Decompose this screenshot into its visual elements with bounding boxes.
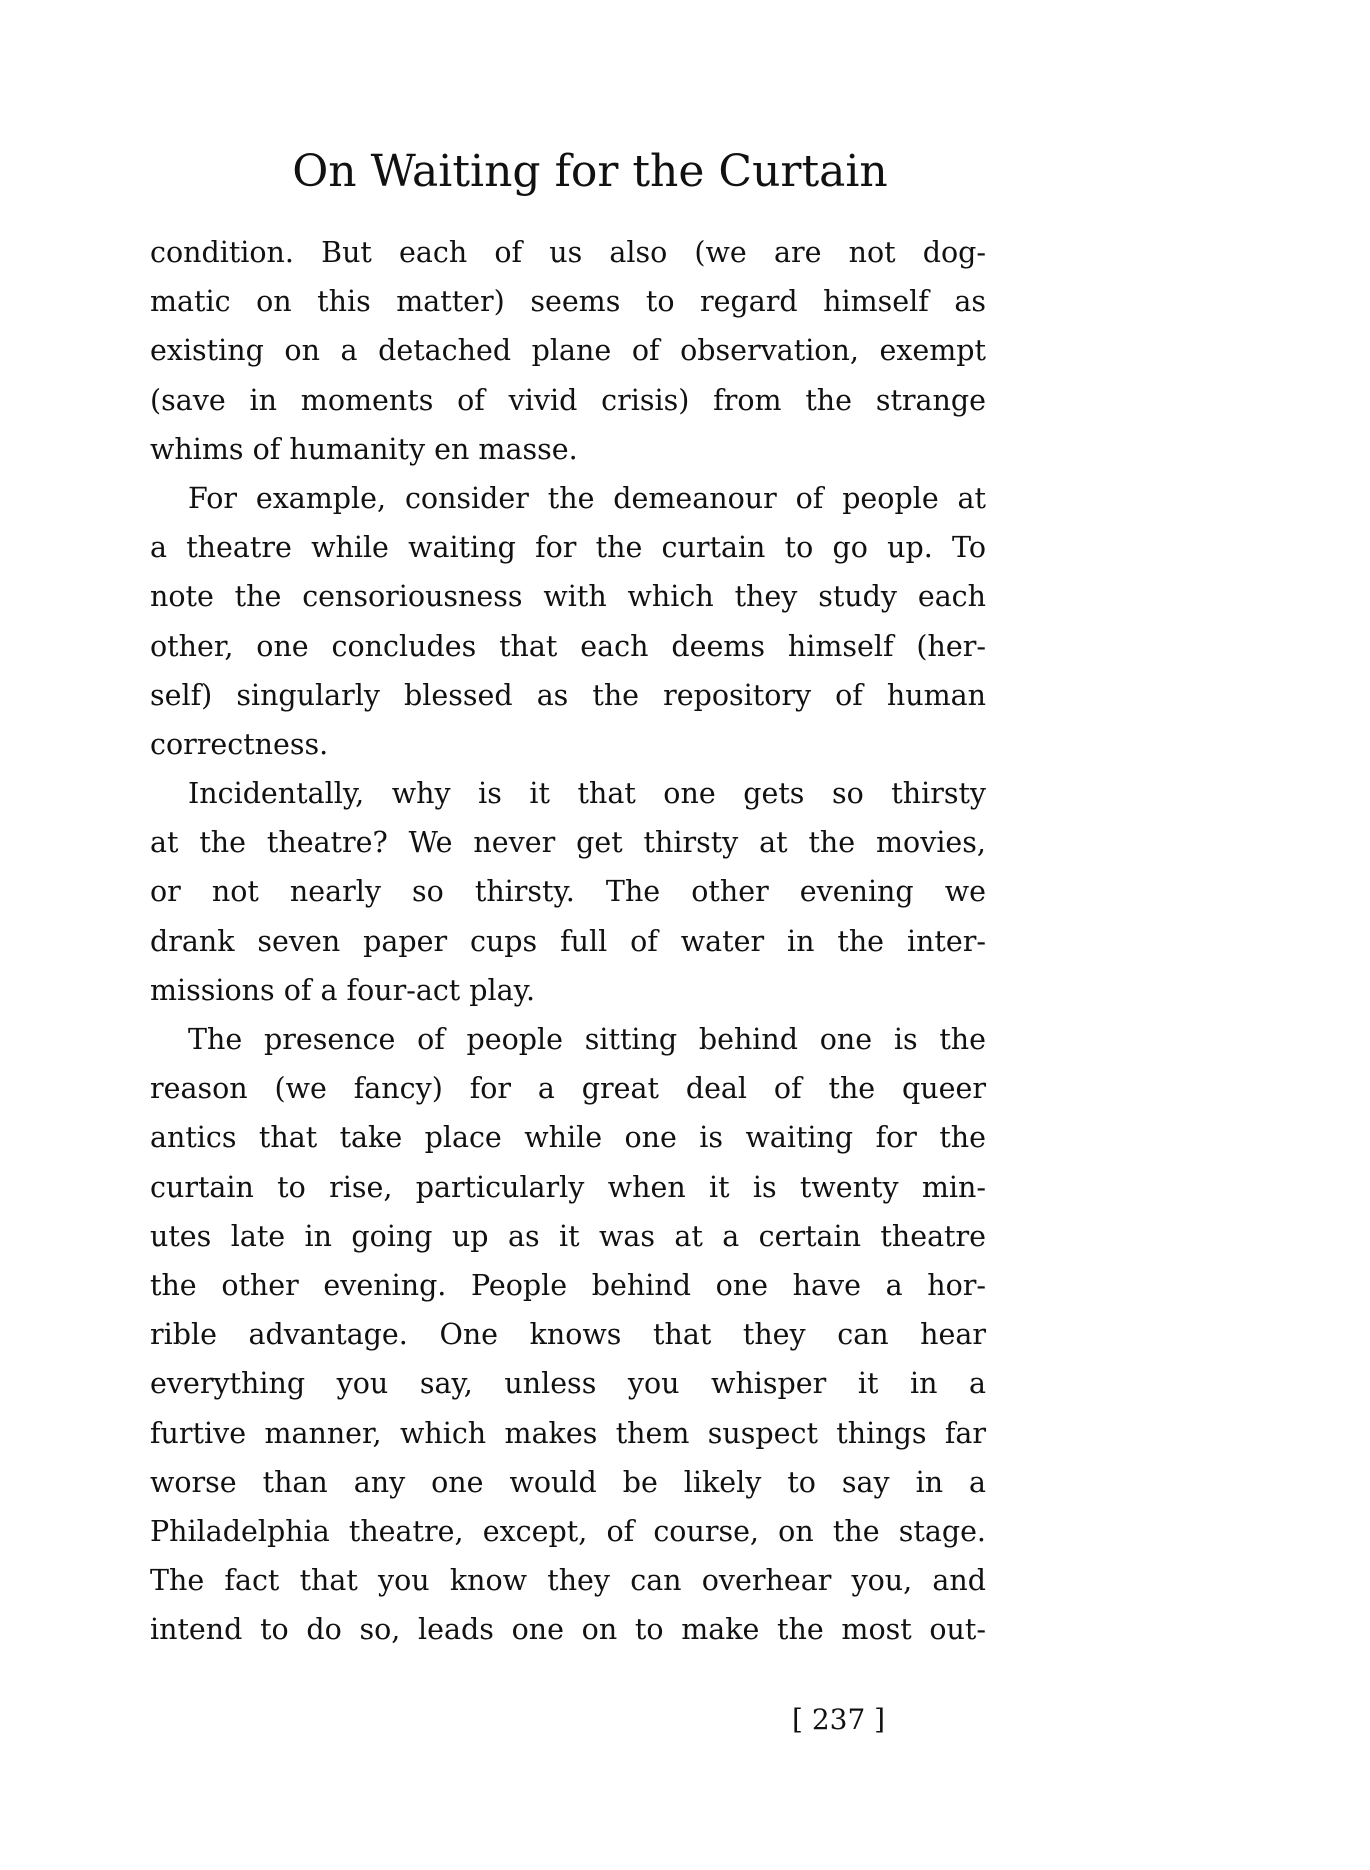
text-line: worse than any one would be likely to say in a [150, 1465, 986, 1499]
text-line: matic on this matter) seems to regard himself as [150, 285, 986, 319]
text-line: everything you say, unless you whisper it in a [150, 1367, 986, 1401]
text-line: self) singularly blessed as the repository of human [150, 678, 986, 712]
text-line: the other evening. People behind one have a hor- [150, 1268, 986, 1302]
text-line: antics that take place while one is waiting for the [150, 1121, 986, 1155]
text-line: or not nearly so thirsty. The other evening we [150, 875, 986, 909]
text-line: whims of humanity en masse. [150, 432, 578, 466]
text-line: Philadelphia theatre, except, of course, on the stage. [150, 1514, 986, 1548]
text-line: Incidentally, why is it that one gets so thirsty [188, 777, 986, 811]
text-line: curtain to rise, particularly when it is twenty min- [150, 1170, 986, 1204]
body-text [150, 228, 986, 1654]
text-line: missions of a four-act play. [150, 973, 536, 1007]
text-line: reason (we fancy) for a great deal of the queer [150, 1072, 986, 1106]
text-line: furtive manner, which makes them suspect things far [150, 1416, 986, 1450]
text-line: The presence of people sitting behind one is the [188, 1023, 986, 1056]
text-line: correctness. [150, 727, 329, 761]
running-head: On Waiting for the Curtain [292, 146, 888, 197]
text-line: at the theatre? We never get thirsty at the movies, [150, 826, 986, 860]
text-line: rible advantage. One knows that they can hear [150, 1318, 986, 1352]
text-line: condition. But each of us also (we are not dog- [150, 236, 986, 269]
text-line: note the censoriousness with which they study each [150, 580, 986, 614]
text-line: (save in moments of vivid crisis) from the strange [150, 383, 986, 417]
text-line: The fact that you know they can overhear you, and [150, 1564, 986, 1598]
text-line: a theatre while waiting for the curtain to go up. To [150, 531, 986, 565]
text-line: existing on a detached plane of observation, exempt [150, 334, 986, 368]
text-line: intend to do so, leads one on to make the most out- [150, 1613, 986, 1647]
page-number: [ 237 ] [792, 1703, 886, 1736]
text-line: other, one concludes that each deems himself (her- [150, 629, 986, 663]
text-line: For example, consider the demeanour of people at [188, 481, 986, 515]
text-line: utes late in going up as it was at a certain theatre [150, 1219, 986, 1253]
text-line: drank seven paper cups full of water in the inter- [150, 924, 986, 958]
